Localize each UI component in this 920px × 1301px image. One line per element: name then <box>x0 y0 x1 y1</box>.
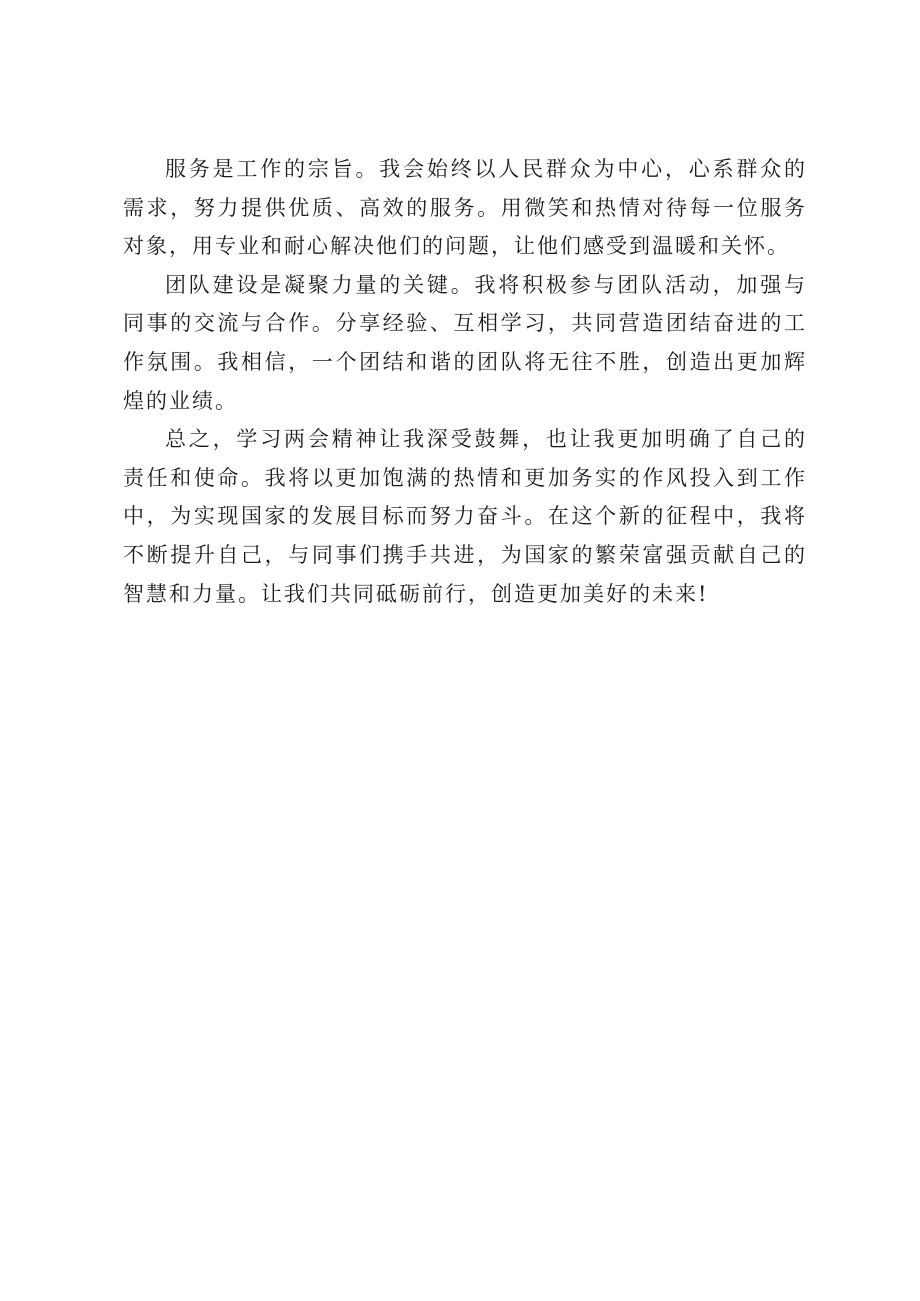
paragraph-service: 服务是工作的宗旨。我会始终以人民群众为中心，心系群众的需求，努力提供优质、高效的服务。用微笑和热情对待每一位服务对象，用专业和耐心解决他们的问题，让他们感受到温暖和关怀。 <box>123 157 807 259</box>
document-body <box>123 150 807 613</box>
paragraph-team-building: 团队建设是凝聚力量的关键。我将积极参与团队活动，加强与同事的交流与合作。分享经验、互相学习，共同营造团结奋进的工作氛围。我相信，一个团结和谐的团队将无往不胜，创造出更加辉煌的业绩。 <box>123 272 807 413</box>
paragraph-conclusion: 总之，学习两会精神让我深受鼓舞，也让我更加明确了自己的责任和使命。我将以更加饱满的热情和更加务实的作风投入到工作中，为实现国家的发展目标而努力奋斗。在这个新的征程中，我将不断提升自己，与同事们携手共进，为国家的繁荣富强贡献自己的智慧和力量。让我们共同砥砺前行，创造更加美好的未来! <box>123 427 807 606</box>
